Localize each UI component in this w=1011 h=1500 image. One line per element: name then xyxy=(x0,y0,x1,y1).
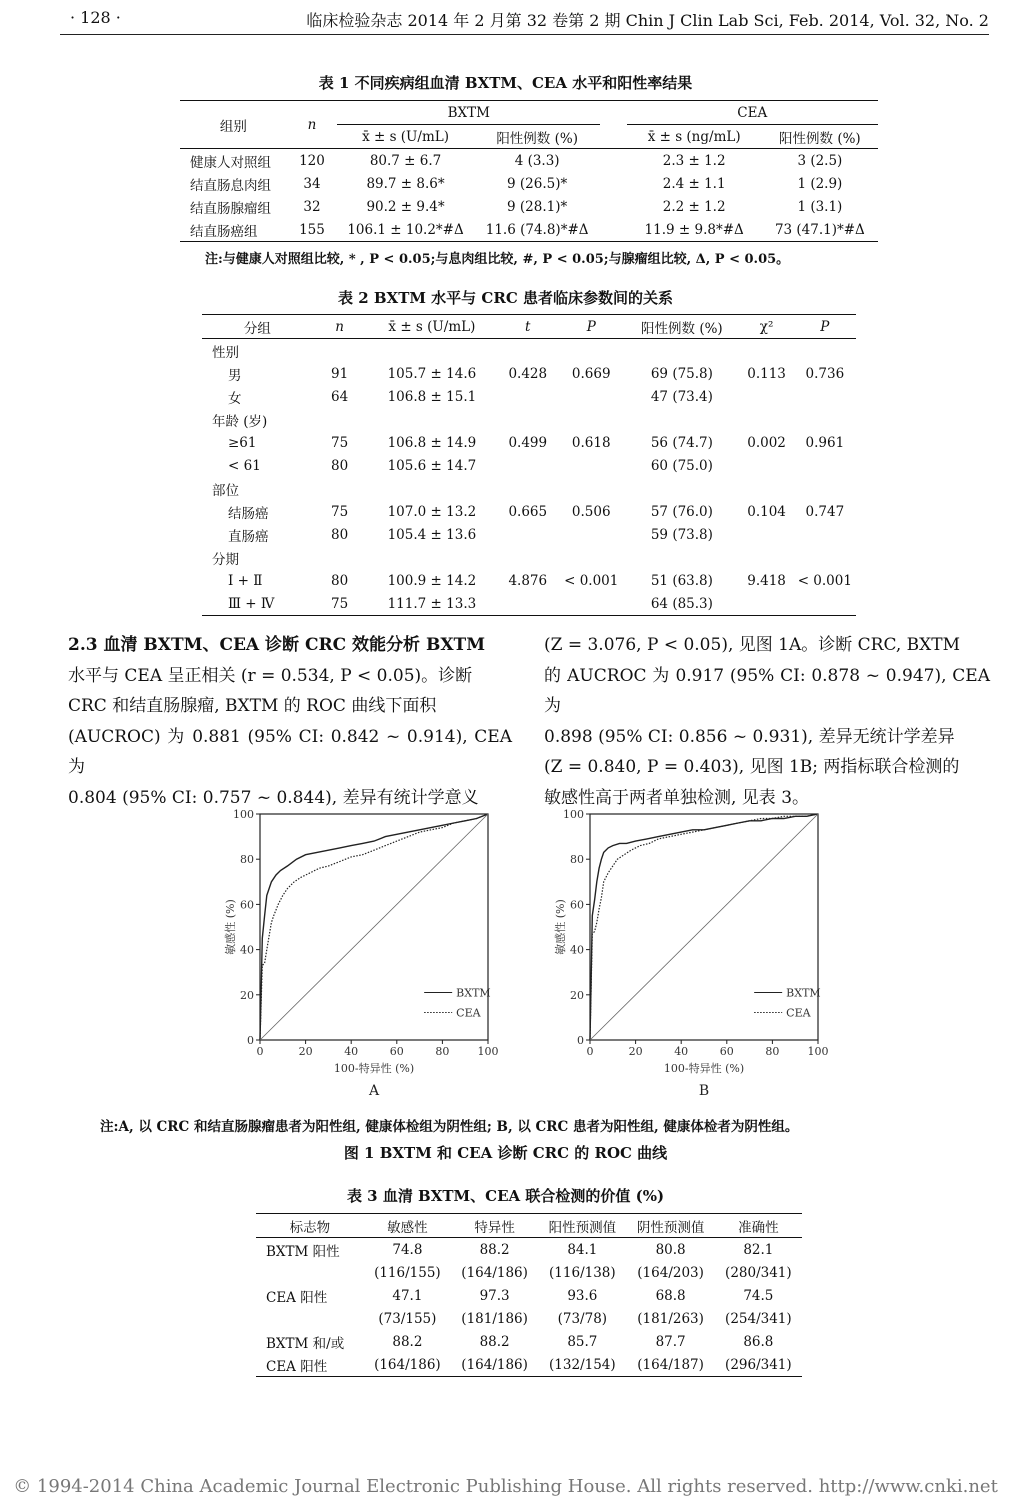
table1-header-cea: CEA xyxy=(627,101,878,125)
x-tick-label: 40 xyxy=(344,1045,359,1058)
table3-cell: CEA 阳性 xyxy=(266,1358,328,1375)
body-line: (AUCROC) 为 0.881 (95% CI: 0.842 ~ 0.914), CEA 为 xyxy=(68,726,512,777)
table2-cell-p2: < 0.001 xyxy=(797,572,852,589)
table3-cell: 97.3 xyxy=(479,1287,510,1304)
table2-cell-m: 105.4 ± 13.6 xyxy=(387,526,477,543)
table2-caption: 表 2 BXTM 水平与 CRC 患者临床参数间的关系 xyxy=(338,289,673,307)
table3-caption: 表 3 血清 BXTM、CEA 联合检测的价值 (%) xyxy=(346,1187,665,1205)
table1-row xyxy=(180,195,878,218)
y-tick-label: 60 xyxy=(240,898,254,912)
copyright-footer: © 1994-2014 China Academic Journal Electronic Publishing House. All rights reserved. http://www.cnki.net xyxy=(13,1476,998,1497)
table3-cell: (132/154) xyxy=(549,1356,616,1373)
table2-cell-p xyxy=(558,477,624,500)
legend-label: BXTM xyxy=(456,986,491,1000)
table2-cell-p: < 0.001 xyxy=(564,572,619,589)
table3-row xyxy=(256,1307,802,1330)
table2-row xyxy=(202,569,856,592)
table2-row xyxy=(202,339,856,363)
figure-note: 注:A, 以 CRC 和结直肠腺瘤患者为阳性组, 健康体检组为阴性组; B, 以 CRC 患者为阳性组, 健康体检者为阴性组。 xyxy=(100,1119,799,1135)
table2-cell-p2 xyxy=(794,477,856,500)
table2-cell-pos xyxy=(624,477,739,500)
table2-header-cell: 分组 xyxy=(243,320,271,337)
table2-cell-m xyxy=(366,339,497,363)
table2-cell-n: 80 xyxy=(331,526,349,543)
table2-cell-label: < 61 xyxy=(228,457,261,474)
table3-header-cell: 准确性 xyxy=(738,1219,779,1236)
table2-cell-chi xyxy=(739,477,793,500)
table2-cell-m xyxy=(366,408,497,431)
table2-cell-pos xyxy=(624,339,739,363)
y-tick-label: 40 xyxy=(240,943,254,957)
table3-cell: 85.7 xyxy=(567,1333,598,1350)
table2-cell-t xyxy=(497,477,558,500)
table1-caption: 表 1 不同疾病组血清 BXTM、CEA 水平和阳性率结果 xyxy=(318,74,693,92)
table2-cell-p2: 0.747 xyxy=(805,503,845,520)
table1-header-cea-pos: 阳性例数 (%) xyxy=(779,130,861,147)
table2-cell-p xyxy=(558,454,624,477)
table2-cell-pos xyxy=(624,408,739,431)
table2-cell-n: 80 xyxy=(331,572,349,589)
table2-cell-chi xyxy=(739,546,793,569)
table3-cell: 82.1 xyxy=(743,1241,774,1258)
table2-cell-label: 男 xyxy=(228,367,242,384)
table2-cell-chi: 0.002 xyxy=(747,434,786,451)
table2-cell-label: Ⅰ + Ⅱ xyxy=(228,572,263,589)
table3-cell: (73/155) xyxy=(378,1310,437,1327)
table2-cell-n: 75 xyxy=(331,434,349,451)
table2-row xyxy=(202,546,856,569)
table3-row xyxy=(256,1261,802,1284)
table2-header-cell: P xyxy=(586,318,596,335)
table2-header-cell: n xyxy=(335,318,344,335)
table3-cell: (164/203) xyxy=(637,1264,704,1281)
table2-header-cell: x̄ ± s (U/mL) xyxy=(388,318,476,335)
table2-cell-chi xyxy=(739,523,793,546)
body-line: 水平与 CEA 呈正相关 (r = 0.534, P < 0.05)。诊断 xyxy=(68,665,473,686)
table2-cell-m: 111.7 ± 13.3 xyxy=(387,595,477,612)
x-tick-label: 40 xyxy=(674,1045,689,1058)
table3-header-cell: 阳性预测值 xyxy=(548,1219,617,1236)
legend-label: BXTM xyxy=(786,986,821,1000)
table2-row xyxy=(202,385,856,408)
table1 xyxy=(180,101,878,242)
table3-header-cell: 特异性 xyxy=(474,1219,515,1236)
table3-header-cell: 敏感性 xyxy=(387,1219,428,1236)
table2-cell-label: 分期 xyxy=(212,551,239,568)
table1-cell-cea-mean: 2.3 ± 1.2 xyxy=(662,152,726,169)
table3-header-cell: 阴性预测值 xyxy=(636,1219,705,1236)
y-tick-label: 20 xyxy=(240,988,254,1002)
table2-cell-pos: 69 (75.8) xyxy=(650,365,713,382)
table3-cell: (164/186) xyxy=(374,1356,441,1373)
table2-cell-chi xyxy=(739,339,793,363)
table1-cell-n: 34 xyxy=(303,175,321,192)
table2-cell-p2 xyxy=(794,592,856,616)
legend-label: CEA xyxy=(786,1006,811,1020)
table1-cell-bxtm-mean: 80.7 ± 6.7 xyxy=(369,152,442,169)
x-tick-label: 80 xyxy=(765,1045,780,1058)
x-tick-label: 20 xyxy=(298,1045,313,1058)
table1-cell-bxtm-pos: 11.6 (74.8)*#Δ xyxy=(485,221,589,238)
table2-cell-label: 结肠癌 xyxy=(228,505,269,522)
table1-header-bxtm-pos: 阳性例数 (%) xyxy=(496,130,578,147)
x-tick-label: 60 xyxy=(389,1045,404,1058)
table2-cell-t xyxy=(497,523,558,546)
table2-cell-t: 4.876 xyxy=(508,572,548,589)
table1-header-bxtm-mean: x̄ ± s (U/mL) xyxy=(362,128,450,145)
table3-cell: BXTM 阳性 xyxy=(266,1243,340,1260)
table1-cell-bxtm-mean: 90.2 ± 9.4* xyxy=(366,198,445,215)
x-tick-label: 60 xyxy=(719,1045,734,1058)
table2-cell-p2 xyxy=(794,523,856,546)
table3-cell: 47.1 xyxy=(392,1287,423,1304)
table3-cell: 74.8 xyxy=(392,1241,423,1258)
table3-cell: (116/155) xyxy=(374,1264,441,1281)
table2-cell-pos: 56 (74.7) xyxy=(650,434,713,451)
body-line: 0.804 (95% CI: 0.757 ~ 0.844), 差异有统计学意义 xyxy=(68,787,479,808)
table2-row xyxy=(202,592,856,616)
table3-row xyxy=(256,1284,802,1307)
table1-cell-bxtm-mean: 106.1 ± 10.2*#Δ xyxy=(347,221,464,238)
table1-cell-cea-pos: 1 (2.9) xyxy=(797,175,843,192)
table2-cell-pos: 60 (75.0) xyxy=(650,457,713,474)
body-line: 2.3 血清 BXTM、CEA 诊断 CRC 效能分析 BXTM xyxy=(68,635,486,655)
table2-row xyxy=(202,523,856,546)
table1-header-group: 组别 xyxy=(219,118,247,135)
table2-cell-n: 91 xyxy=(331,365,349,382)
table2-cell-n: 75 xyxy=(331,595,349,612)
body-line: (Z = 3.076, P < 0.05), 见图 1A。诊断 CRC, BXTM xyxy=(544,635,961,655)
table2-cell-p2 xyxy=(794,546,856,569)
table3-cell: 87.7 xyxy=(655,1333,686,1350)
table2-cell-label: 女 xyxy=(228,390,242,407)
table2-cell-pos: 57 (76.0) xyxy=(650,503,713,520)
table2-cell-t xyxy=(497,408,558,431)
table2-cell-t xyxy=(497,592,558,616)
table1-cell-cea-pos: 3 (2.5) xyxy=(797,152,843,169)
table1-cell-cea-mean: 2.2 ± 1.2 xyxy=(662,198,726,215)
table2-cell-m: 100.9 ± 14.2 xyxy=(387,572,477,589)
table1-header-bxtm: BXTM xyxy=(337,101,600,125)
table2-cell-label: 性别 xyxy=(212,344,239,361)
table2-cell-t xyxy=(497,454,558,477)
table2-cell-p2 xyxy=(794,454,856,477)
table2-cell-n xyxy=(313,339,367,363)
y-tick-label: 40 xyxy=(570,943,584,957)
table2-header-cell: χ² xyxy=(759,318,774,335)
table3-row xyxy=(256,1330,802,1353)
body-line: 的 AUCROC 为 0.917 (95% CI: 0.878 ~ 0.947), CEA 为 xyxy=(544,665,990,716)
x-axis-label: 100-特异性 (%) xyxy=(333,1062,415,1075)
table3-cell: CEA 阳性 xyxy=(266,1289,328,1306)
y-tick-label: 80 xyxy=(570,853,584,867)
table3-cell: 88.2 xyxy=(479,1333,510,1350)
table2-cell-p: 0.506 xyxy=(571,503,611,520)
table1-cell-bxtm-pos: 9 (28.1)* xyxy=(507,198,568,215)
table2-cell-chi xyxy=(739,454,793,477)
y-tick-label: 100 xyxy=(233,808,254,821)
x-tick-label: 20 xyxy=(628,1045,643,1058)
table2-cell-t: 0.428 xyxy=(508,365,548,382)
x-axis-label: 100-特异性 (%) xyxy=(663,1062,745,1075)
table2-cell-pos: 59 (73.8) xyxy=(650,526,713,543)
body-text-right xyxy=(544,630,990,813)
table2-cell-chi: 9.418 xyxy=(747,572,786,589)
y-tick-label: 20 xyxy=(570,988,584,1002)
table2-cell-pos: 47 (73.4) xyxy=(650,388,713,405)
table2-cell-t xyxy=(497,546,558,569)
table1-cell-n: 32 xyxy=(303,198,321,215)
table2-cell-p xyxy=(558,339,624,363)
table2-cell-m: 106.8 ± 14.9 xyxy=(387,434,477,451)
table2-cell-pos xyxy=(624,546,739,569)
table3-cell: 88.2 xyxy=(479,1241,510,1258)
table3-cell: 93.6 xyxy=(567,1287,598,1304)
table2-cell-t: 0.499 xyxy=(508,434,548,451)
table2-cell-m: 105.7 ± 14.6 xyxy=(387,365,477,382)
table3-cell: (164/186) xyxy=(461,1264,528,1281)
body-line: 0.898 (95% CI: 0.856 ~ 0.931), 差异无统计学差异 xyxy=(544,726,955,747)
table3-cell: (254/341) xyxy=(725,1310,792,1327)
body-line: CRC 和结直肠腺瘤, BXTM 的 ROC 曲线下面积 xyxy=(68,696,437,716)
table2-row xyxy=(202,500,856,523)
table3-header-cell: 标志物 xyxy=(289,1219,331,1236)
table1-cell-group: 结直肠腺瘤组 xyxy=(190,200,271,217)
table3 xyxy=(256,1213,802,1377)
table2-cell-t xyxy=(497,385,558,408)
body-line: 敏感性高于两者单独检测, 见表 3。 xyxy=(544,787,810,808)
page-number: · 128 · xyxy=(70,8,121,27)
table2-cell-n xyxy=(313,408,367,431)
table2 xyxy=(202,314,856,616)
reference-diagonal xyxy=(590,814,818,1040)
table3-cell: (164/187) xyxy=(637,1356,704,1373)
table2-cell-m xyxy=(366,477,497,500)
table2-header-cell: t xyxy=(525,318,531,335)
table3-cell: 68.8 xyxy=(655,1287,686,1304)
table1-cell-group: 结直肠息肉组 xyxy=(190,177,271,194)
table3-cell: (296/341) xyxy=(725,1356,792,1373)
table3-row xyxy=(256,1238,802,1262)
journal-info: 临床检验杂志 2014 年 2 月第 32 卷第 2 期 Chin J Clin Lab Sci, Feb. 2014, Vol. 32, No. 2 xyxy=(306,11,989,30)
x-tick-label: 100 xyxy=(807,1045,829,1058)
table2-cell-p2: 0.736 xyxy=(805,365,845,382)
table3-cell: 84.1 xyxy=(567,1241,598,1258)
x-tick-label: 0 xyxy=(256,1045,264,1058)
page-header xyxy=(60,6,989,35)
table2-cell-p2 xyxy=(794,339,856,363)
roc-chart-a xyxy=(200,800,530,1100)
table2-cell-chi: 0.113 xyxy=(747,365,786,382)
table2-cell-m xyxy=(366,546,497,569)
table3-cell: 80.8 xyxy=(655,1241,686,1258)
table2-cell-chi xyxy=(739,385,793,408)
table2-cell-label: ≥61 xyxy=(228,434,257,451)
table2-header-cell: P xyxy=(820,318,830,335)
y-tick-label: 100 xyxy=(563,808,584,821)
table2-cell-chi: 0.104 xyxy=(747,503,786,520)
table3-cell: 86.8 xyxy=(743,1333,774,1350)
table1-row xyxy=(180,149,878,173)
table1-cell-group: 结直肠癌组 xyxy=(190,223,258,240)
table2-cell-p xyxy=(558,546,624,569)
table2-cell-p2 xyxy=(794,408,856,431)
table1-cell-bxtm-pos: 9 (26.5)* xyxy=(507,175,568,192)
legend-label: CEA xyxy=(456,1006,481,1020)
table3-cell: 74.5 xyxy=(743,1287,774,1304)
table2-row xyxy=(202,454,856,477)
y-tick-label: 0 xyxy=(247,1034,254,1047)
table2-cell-pos: 51 (63.8) xyxy=(650,572,713,589)
table1-cell-cea-mean: 2.4 ± 1.1 xyxy=(662,175,726,192)
table2-cell-n xyxy=(313,477,367,500)
table2-cell-n: 80 xyxy=(331,457,349,474)
table2-cell-m: 107.0 ± 13.2 xyxy=(387,503,477,520)
table2-cell-p2: 0.961 xyxy=(805,434,845,451)
table2-row xyxy=(202,362,856,385)
roc-chart-b xyxy=(530,800,860,1100)
table2-cell-chi xyxy=(739,592,793,616)
table2-cell-n xyxy=(313,546,367,569)
table3-row xyxy=(256,1353,802,1377)
table2-cell-m: 105.6 ± 14.7 xyxy=(387,457,477,474)
table2-cell-label: Ⅲ + Ⅳ xyxy=(228,595,275,612)
table2-cell-pos: 64 (85.3) xyxy=(650,595,713,612)
y-axis-label: 敏感性 (%) xyxy=(224,899,237,955)
table2-cell-p: 0.618 xyxy=(571,434,611,451)
table1-header-cea-mean: x̄ ± s (ng/mL) xyxy=(647,128,741,145)
table3-cell xyxy=(256,1261,364,1284)
x-tick-label: 100 xyxy=(477,1045,499,1058)
table1-cell-group: 健康人对照组 xyxy=(190,154,271,171)
table2-cell-chi xyxy=(739,408,793,431)
table3-cell: (73/78) xyxy=(557,1310,608,1327)
table2-cell-n: 64 xyxy=(331,388,349,405)
panel-label: B xyxy=(698,1083,710,1099)
table3-cell: (181/186) xyxy=(461,1310,528,1327)
figure-caption: 图 1 BXTM 和 CEA 诊断 CRC 的 ROC 曲线 xyxy=(343,1144,668,1162)
table1-cell-cea-pos: 1 (3.1) xyxy=(797,198,843,215)
table2-cell-p: 0.669 xyxy=(571,365,611,382)
y-axis-label: 敏感性 (%) xyxy=(554,899,567,955)
table2-cell-label: 直肠癌 xyxy=(228,528,269,545)
table2-row xyxy=(202,408,856,431)
table1-row xyxy=(180,172,878,195)
table3-cell: BXTM 和/或 xyxy=(266,1335,345,1352)
table2-cell-p xyxy=(558,523,624,546)
table1-cell-cea-pos: 73 (47.1)*#Δ xyxy=(774,221,865,238)
table2-cell-p xyxy=(558,592,624,616)
table2-cell-m: 106.8 ± 15.1 xyxy=(387,388,477,405)
table1-header-n: n xyxy=(307,116,317,133)
table2-header-cell: 阳性例数 (%) xyxy=(641,320,723,337)
table1-row xyxy=(180,218,878,242)
x-tick-label: 0 xyxy=(586,1045,594,1058)
y-tick-label: 0 xyxy=(577,1034,584,1047)
table2-cell-t: 0.665 xyxy=(508,503,548,520)
table2-cell-p2 xyxy=(794,385,856,408)
body-line: (Z = 0.840, P = 0.403), 见图 1B; 两指标联合检测的 xyxy=(544,757,960,777)
y-tick-label: 60 xyxy=(570,898,584,912)
table1-cell-bxtm-pos: 4 (3.3) xyxy=(514,152,560,169)
table3-cell: (116/138) xyxy=(549,1264,616,1281)
table1-cell-bxtm-mean: 89.7 ± 8.6* xyxy=(366,175,445,192)
table2-cell-label: 年龄 (岁) xyxy=(212,413,268,430)
reference-diagonal xyxy=(260,814,488,1040)
x-tick-label: 80 xyxy=(435,1045,450,1058)
table2-cell-p xyxy=(558,385,624,408)
table1-cell-n: 120 xyxy=(299,152,325,169)
table2-cell-p xyxy=(558,408,624,431)
table2-cell-t xyxy=(497,339,558,363)
table1-cell-cea-mean: 11.9 ± 9.8*#Δ xyxy=(644,221,744,238)
y-tick-label: 80 xyxy=(240,853,254,867)
table2-cell-label: 部位 xyxy=(212,482,239,499)
table3-cell: 88.2 xyxy=(392,1333,423,1350)
table1-note: 注:与健康人对照组比较, * , P < 0.05;与息肉组比较, #, P < 0.05;与腺瘤组比较, Δ, P < 0.05。 xyxy=(205,252,790,267)
table3-cell: (280/341) xyxy=(725,1264,792,1281)
panel-label: A xyxy=(368,1083,380,1099)
table3-cell: (164/186) xyxy=(461,1356,528,1373)
table1-cell-n: 155 xyxy=(299,221,325,238)
table2-row xyxy=(202,477,856,500)
table3-cell: (181/263) xyxy=(637,1310,704,1327)
table2-cell-n: 75 xyxy=(331,503,349,520)
table3-cell xyxy=(256,1307,364,1330)
body-text-left xyxy=(68,630,512,813)
table2-row xyxy=(202,431,856,454)
